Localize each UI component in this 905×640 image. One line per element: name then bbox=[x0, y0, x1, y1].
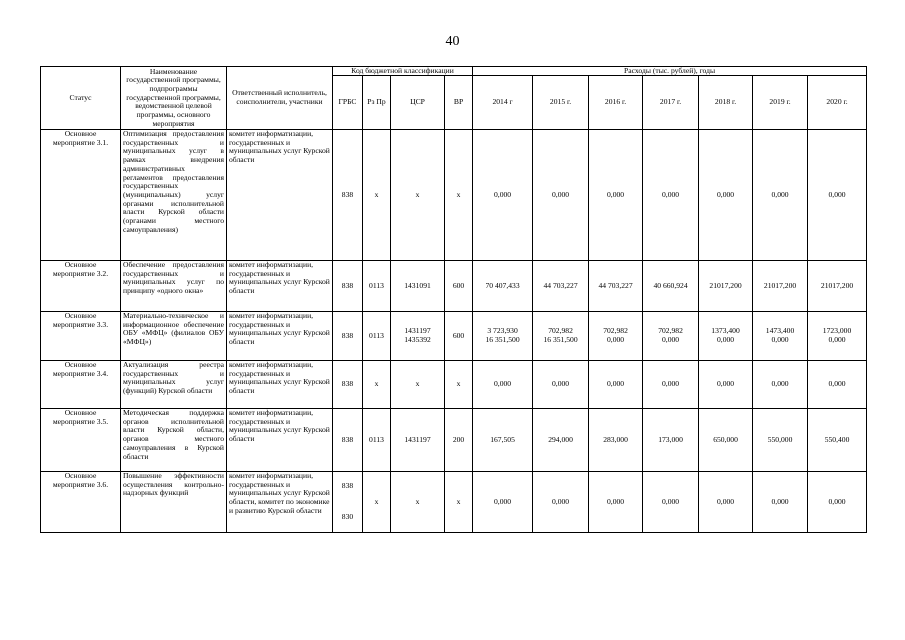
row-responsible: комитет информатизации, государственных и муниципальных услуг Курской области bbox=[227, 361, 333, 409]
row-value: 0,000 bbox=[808, 361, 867, 409]
row-grbs-line: 838 bbox=[341, 481, 354, 490]
row-csr: 1431197 bbox=[391, 409, 445, 472]
row-value: 0,000 bbox=[699, 472, 753, 533]
row-responsible: комитет информатизации, государственных и муниципальных услуг Курской области bbox=[227, 312, 333, 361]
header-csr: ЦСР bbox=[391, 76, 445, 130]
row-grbs: 838 bbox=[333, 130, 363, 261]
row-value: 0,000 bbox=[753, 361, 808, 409]
row-grbs: 838 bbox=[333, 261, 363, 312]
row-value: 0,000 bbox=[473, 472, 533, 533]
row-vr: х bbox=[445, 472, 473, 533]
page-number: 40 bbox=[445, 34, 460, 49]
header-year: 2017 г. bbox=[643, 76, 699, 130]
row-value: 173,000 bbox=[643, 409, 699, 472]
header-status: Статус bbox=[41, 67, 121, 130]
row-grbs: 838 bbox=[333, 312, 363, 361]
row-value-line: 702,982 bbox=[658, 326, 683, 336]
row-responsible: комитет информатизации, государственных и муниципальных услуг Курской области, комитет по экономике и развитию Курской области bbox=[227, 472, 333, 533]
row-responsible: комитет информатизации, государственных и муниципальных услуг Курской области bbox=[227, 409, 333, 472]
row-value: 0,000 bbox=[533, 361, 589, 409]
row-value: 550,400 bbox=[808, 409, 867, 472]
row-value: 21017,200 bbox=[699, 261, 753, 312]
header-grbs: ГРБС bbox=[333, 76, 363, 130]
row-value-line: 0,000 bbox=[717, 335, 735, 344]
row-name: Методическая поддержка органов исполнительной власти Курской области, органов местного самоуправления в Курской области bbox=[121, 409, 227, 472]
row-value: 70 407,433 bbox=[473, 261, 533, 312]
row-value-line: 16 351,500 bbox=[543, 335, 578, 344]
row-csr-line: 1435392 bbox=[404, 335, 431, 344]
row-vr: х bbox=[445, 361, 473, 409]
row-rzpr: 0113 bbox=[363, 261, 391, 312]
row-grbs bbox=[333, 472, 363, 533]
row-value: 167,505 bbox=[473, 409, 533, 472]
row-value: 0,000 bbox=[589, 472, 643, 533]
row-value: 283,000 bbox=[589, 409, 643, 472]
row-value-line: 0,000 bbox=[662, 335, 680, 344]
row-value: 0,000 bbox=[808, 472, 867, 533]
budget-table bbox=[40, 66, 867, 533]
row-csr: х bbox=[391, 472, 445, 533]
row-value: 0,000 bbox=[473, 130, 533, 261]
row-value bbox=[808, 312, 867, 361]
row-value: 294,000 bbox=[533, 409, 589, 472]
row-vr: 200 bbox=[445, 409, 473, 472]
row-rzpr: 0113 bbox=[363, 409, 391, 472]
row-value-line: 3 723,930 bbox=[487, 326, 518, 336]
row-vr: 600 bbox=[445, 312, 473, 361]
row-status: Основное мероприятие 3.1. bbox=[41, 130, 121, 261]
row-csr: 1431091 bbox=[391, 261, 445, 312]
row-value-line: 0,000 bbox=[828, 335, 846, 344]
header-year: 2018 г. bbox=[699, 76, 753, 130]
row-value: 44 703,227 bbox=[589, 261, 643, 312]
table-row bbox=[41, 130, 867, 261]
row-value: 0,000 bbox=[533, 472, 589, 533]
row-value: 650,000 bbox=[699, 409, 753, 472]
row-value-line: 1373,400 bbox=[711, 326, 740, 336]
row-value-line: 702,982 bbox=[603, 326, 628, 336]
row-rzpr: х bbox=[363, 130, 391, 261]
header-year: 2020 г. bbox=[808, 76, 867, 130]
row-value: 0,000 bbox=[533, 130, 589, 261]
header-expense-group: Расходы (тыс. рублей), годы bbox=[473, 67, 867, 76]
row-responsible: комитет информатизации, государственных и муниципальных услуг Курской области bbox=[227, 130, 333, 261]
row-rzpr: х bbox=[363, 361, 391, 409]
row-value bbox=[589, 312, 643, 361]
header-rzpr: Рз Пр bbox=[363, 76, 391, 130]
row-value: 0,000 bbox=[643, 361, 699, 409]
row-value bbox=[753, 312, 808, 361]
row-rzpr: 0113 bbox=[363, 312, 391, 361]
row-value: 0,000 bbox=[699, 361, 753, 409]
row-status: Основное мероприятие 3.5. bbox=[41, 409, 121, 472]
table-row bbox=[41, 312, 867, 361]
row-grbs: 838 bbox=[333, 361, 363, 409]
row-name: Актуализация реестра государственных и муниципальных услуг (функций) Курской области bbox=[121, 361, 227, 409]
row-value bbox=[699, 312, 753, 361]
header-year: 2019 г. bbox=[753, 76, 808, 130]
header-year: 2015 г. bbox=[533, 76, 589, 130]
row-csr bbox=[391, 312, 445, 361]
header-year: 2016 г. bbox=[589, 76, 643, 130]
header-year: 2014 г bbox=[473, 76, 533, 130]
row-value-line: 1723,000 bbox=[822, 326, 852, 336]
row-value-line: 0,000 bbox=[771, 335, 789, 344]
row-value bbox=[533, 312, 589, 361]
row-status: Основное мероприятие 3.6. bbox=[41, 472, 121, 533]
row-name: Оптимизация предоставления государственных и муниципальных услуг в рамках внедрения административных регламентов предоставления государственных (муниципальных) услуг органами исполнительной власти Курской области (органами местного самоуправления) bbox=[121, 130, 227, 261]
table-row bbox=[41, 361, 867, 409]
row-value: 0,000 bbox=[589, 361, 643, 409]
row-value: 0,000 bbox=[753, 472, 808, 533]
row-grbs-line: 830 bbox=[341, 512, 354, 522]
row-name: Повышение эффективности осуществления контрольно-надзорных функций bbox=[121, 472, 227, 533]
row-rzpr: х bbox=[363, 472, 391, 533]
header-vr: ВР bbox=[445, 76, 473, 130]
row-csr: х bbox=[391, 130, 445, 261]
row-grbs: 838 bbox=[333, 409, 363, 472]
row-name: Материально-техническое и информационное обеспечение ОБУ «МФЦ» (филиалов ОБУ «МФЦ») bbox=[121, 312, 227, 361]
row-value: 0,000 bbox=[808, 130, 867, 261]
table-row bbox=[41, 472, 867, 533]
header-code-group: Код бюджетной классификации bbox=[333, 67, 473, 76]
row-value: 40 660,924 bbox=[643, 261, 699, 312]
row-vr: 600 bbox=[445, 261, 473, 312]
row-value: 550,000 bbox=[753, 409, 808, 472]
row-value: 0,000 bbox=[643, 472, 699, 533]
row-csr-line: 1431197 bbox=[404, 326, 431, 336]
row-value: 0,000 bbox=[643, 130, 699, 261]
row-status: Основное мероприятие 3.4. bbox=[41, 361, 121, 409]
row-value bbox=[643, 312, 699, 361]
row-status: Основное мероприятие 3.2. bbox=[41, 261, 121, 312]
row-value-line: 16 351,500 bbox=[485, 335, 520, 344]
row-status: Основное мероприятие 3.3. bbox=[41, 312, 121, 361]
row-value-line: 1473,400 bbox=[765, 326, 795, 336]
row-responsible: комитет информатизации, государственных и муниципальных услуг Курской области bbox=[227, 261, 333, 312]
row-csr: х bbox=[391, 361, 445, 409]
row-value-line: 0,000 bbox=[607, 335, 625, 344]
row-value: 0,000 bbox=[753, 130, 808, 261]
header-name: Наименование государственной программы, подпрограммы государственной программы, ведомственной целевой программы, основного мероприятия bbox=[121, 67, 227, 130]
header-responsible: Ответственный исполнитель, соисполнители, участники bbox=[227, 67, 333, 130]
table-row bbox=[41, 409, 867, 472]
row-value: 44 703,227 bbox=[533, 261, 589, 312]
row-vr: х bbox=[445, 130, 473, 261]
row-value: 21017,200 bbox=[808, 261, 867, 312]
row-value: 0,000 bbox=[699, 130, 753, 261]
row-value: 0,000 bbox=[589, 130, 643, 261]
row-value: 0,000 bbox=[473, 361, 533, 409]
row-value bbox=[473, 312, 533, 361]
row-value-line: 702,982 bbox=[548, 326, 573, 336]
table-row bbox=[41, 261, 867, 312]
row-value: 21017,200 bbox=[753, 261, 808, 312]
row-name: Обеспечение предоставления государственных и муниципальных услуг по принципу «одного окна» bbox=[121, 261, 227, 312]
